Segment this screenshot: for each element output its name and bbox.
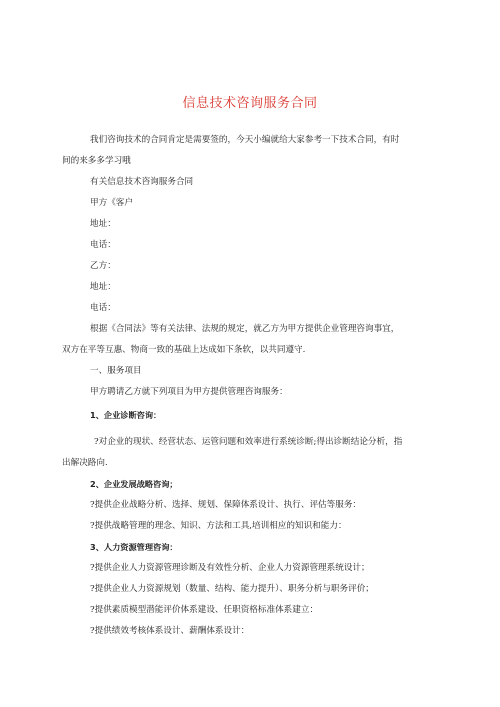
paragraph-line: 双方在平等互惠、物商一致的基础上达成如下条软，以共同遵守. <box>62 345 306 355</box>
phone-label: 电话： <box>90 303 116 313</box>
phone-label: 电话： <box>90 240 116 250</box>
item-heading: 2、企业发展战略咨询； <box>90 479 178 489</box>
paragraph-line: 出解决路向. <box>62 458 108 468</box>
bullet-line: ?提供企业人力资源规划（数量、结构、能力提升）、职务分析与职务评价； <box>90 584 374 594</box>
paragraph-line: 我们咨询技术的合同肯定是需要签的，今天小编就给大家参考一下技术合同，有时 <box>90 135 400 145</box>
paragraph-line: 根据《合同法》等有关法律、法规的规定，就乙方为甲方提供企业管理咨询事宜， <box>90 324 400 334</box>
party-a-label: 甲方《客户 <box>90 198 133 208</box>
paragraph-line: 有关信息技术咨询服务合同 <box>90 177 194 187</box>
bullet-line: ?提供绩效考核体系设计、薪酬体系设计： <box>90 626 250 636</box>
item-heading: 1、企业诊断咨询： <box>90 410 162 420</box>
bullet-line: ?提供素质模型潜能评价体系建设、任职资格标准体系建立： <box>90 605 319 615</box>
party-b-label: 乙方： <box>90 261 116 271</box>
bullet-line: ?提供企业战略分析、选择、规划、保障体系设计、执行、评估等服务： <box>90 500 362 510</box>
address-label: 地址： <box>90 219 116 229</box>
paragraph-line: ?对企业的现状、经营状态、运管问题和效率进行系统诊断;得出诊断结论分析，指 <box>94 437 403 447</box>
item-heading: 3、人力资源管理咨询： <box>90 542 178 552</box>
document-title: 信息技术咨询服务合同 <box>182 96 318 111</box>
paragraph-line: 甲方聘请乙方就下列项目为甲方提供管理咨询服务： <box>90 387 288 397</box>
address-label: 地址： <box>90 282 116 292</box>
bullet-line: ?提供战略管理的理念、知识、方法和工具,培训相应的知识和能力： <box>90 521 347 531</box>
section-heading: 一、服务项目 <box>90 366 142 376</box>
paragraph-line: 间的来多多学习哦 <box>62 156 131 166</box>
bullet-line: ?提供企业人力资源管理诊断及有效性分析、企业人力资源管理系统设计； <box>90 563 370 573</box>
